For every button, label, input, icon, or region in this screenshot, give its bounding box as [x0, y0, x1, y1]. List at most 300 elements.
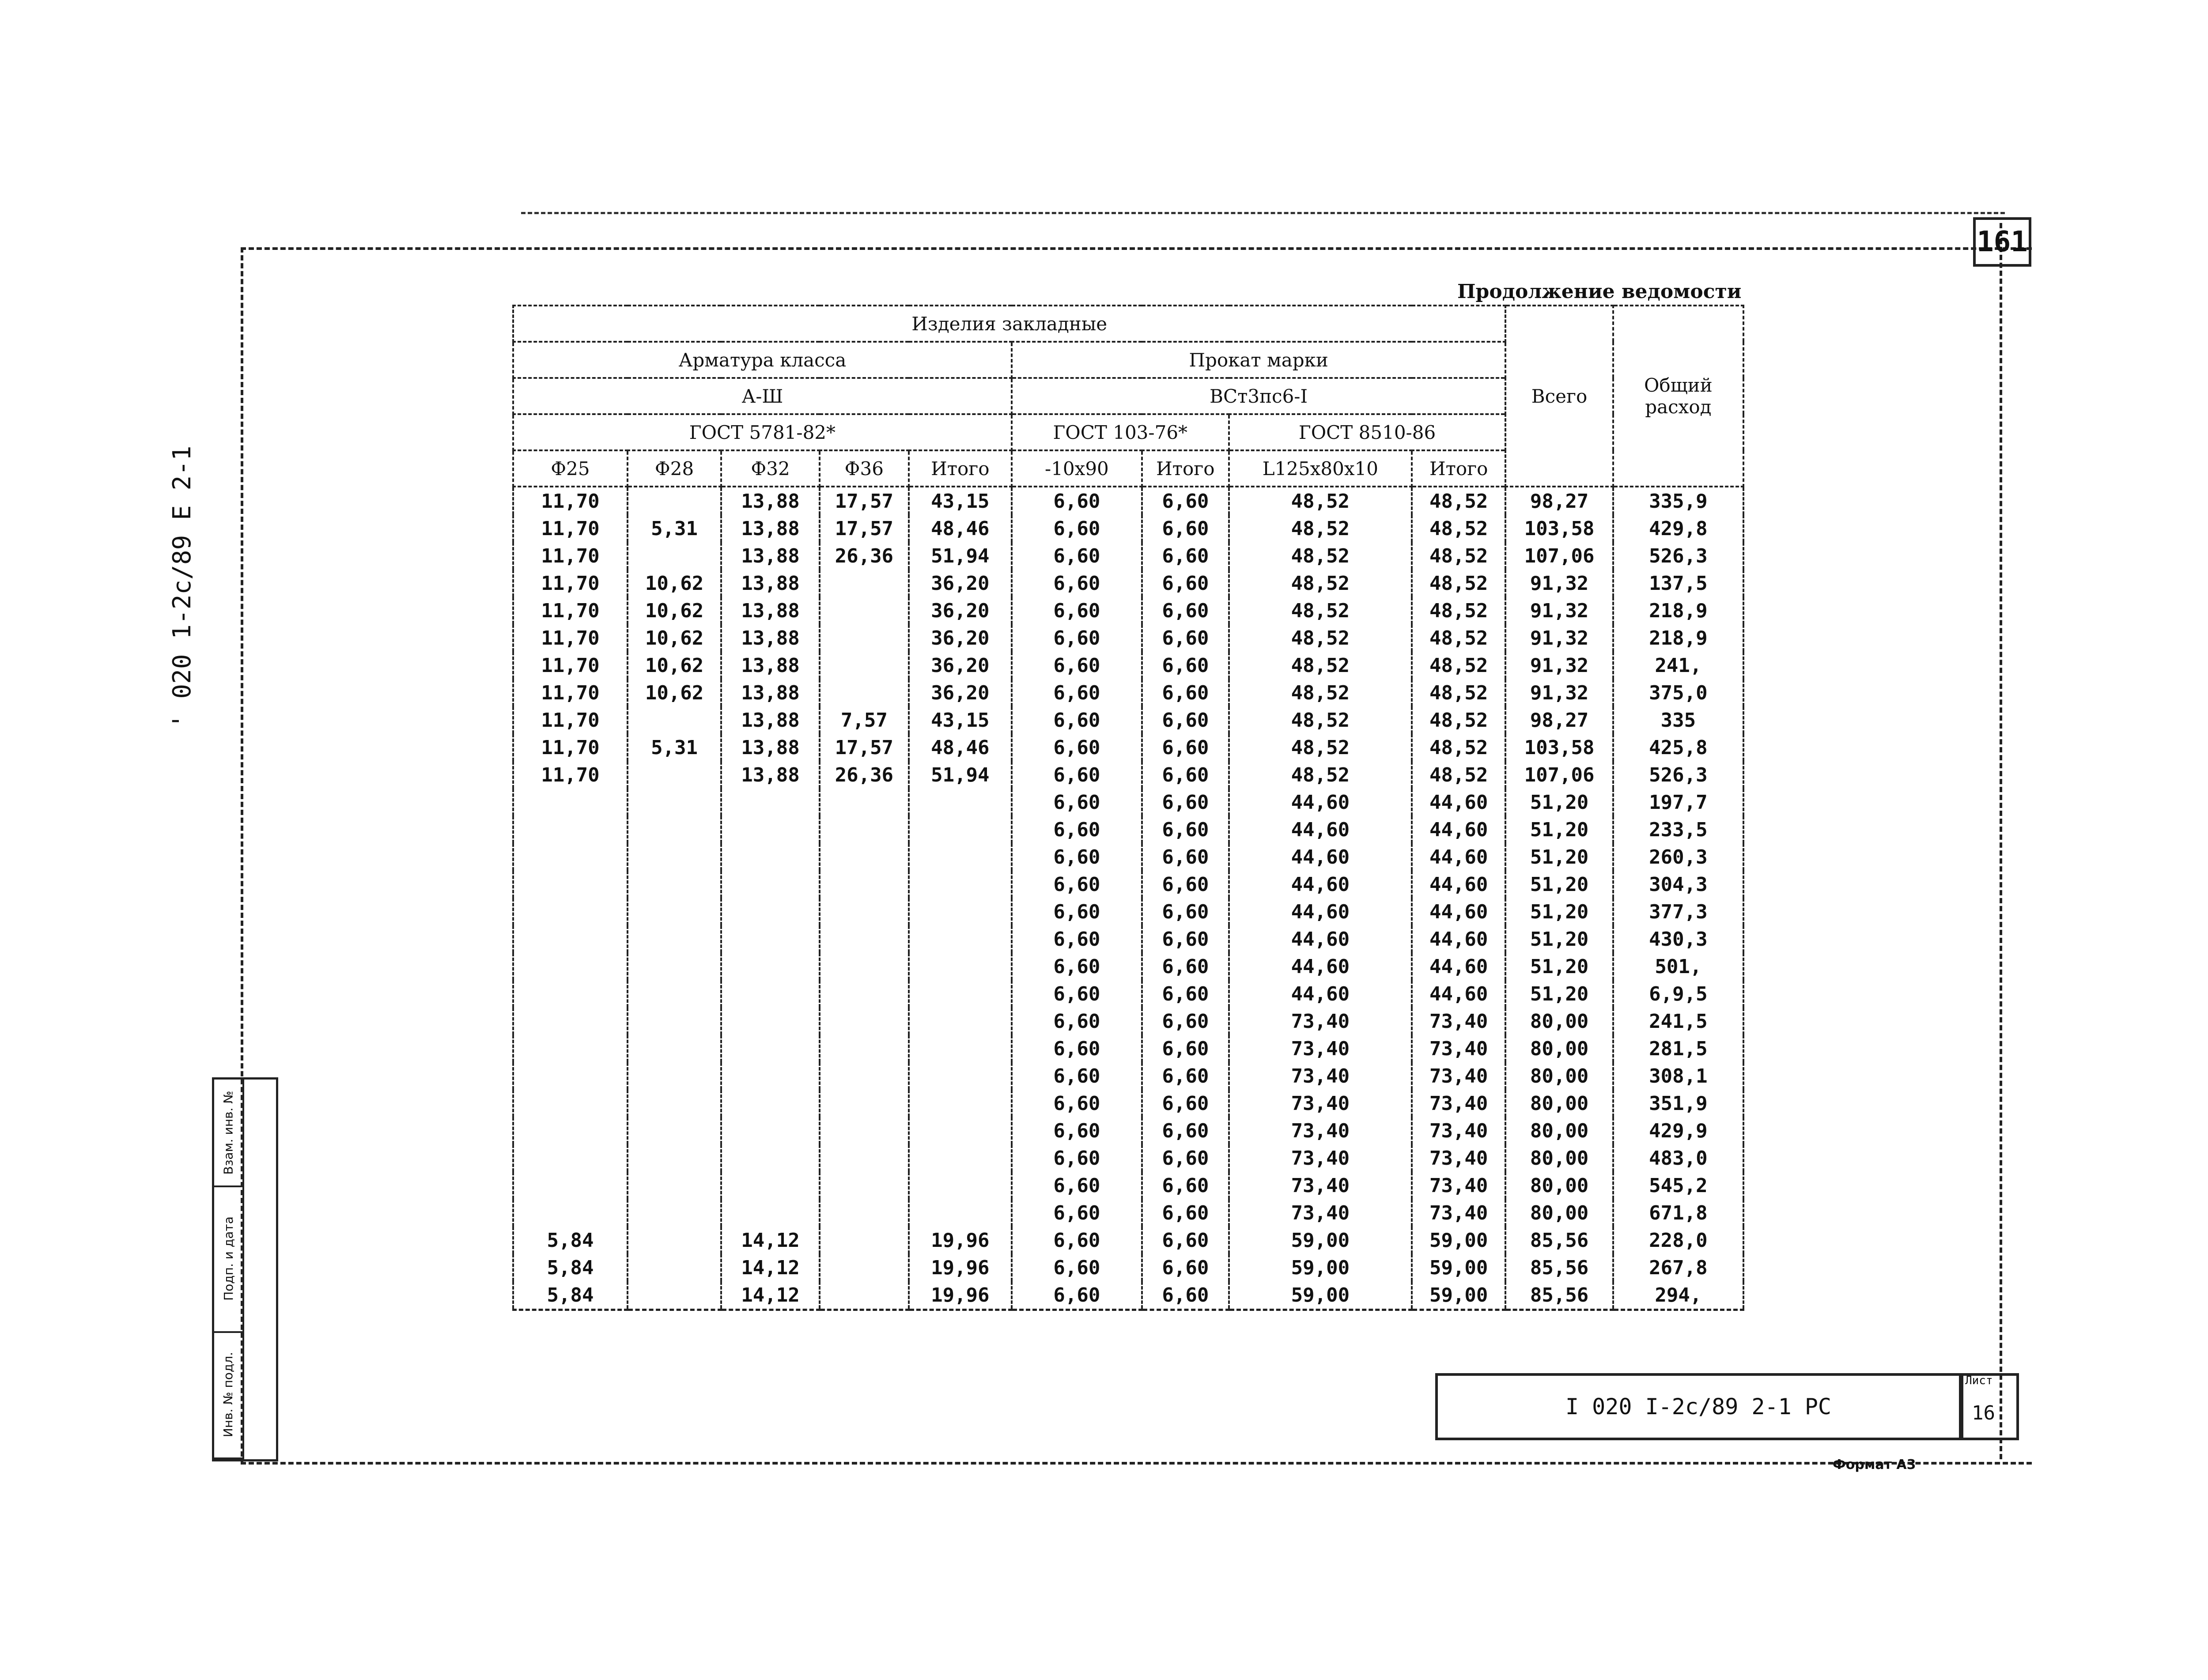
table-cell: 11,70: [513, 515, 628, 542]
table-cell: [513, 1008, 628, 1035]
table-cell: 218,9: [1613, 597, 1743, 624]
table-cell: [721, 789, 820, 816]
table-cell: 6,60: [1012, 597, 1142, 624]
table-cell: 73,40: [1412, 1117, 1505, 1144]
table-cell: [820, 570, 909, 597]
table-cell: 11,70: [513, 597, 628, 624]
materials-table: [512, 305, 1744, 1311]
table-cell: 13,88: [721, 624, 820, 652]
table-cell: [513, 789, 628, 816]
table-cell: 48,52: [1229, 597, 1412, 624]
table-cell: 73,40: [1412, 1062, 1505, 1090]
table-cell: 48,52: [1229, 542, 1412, 570]
table-cell: 5,31: [628, 734, 721, 761]
table-cell: 6,60: [1012, 652, 1142, 679]
table-cell: 14,12: [721, 1227, 820, 1254]
table-cell: 6,60: [1142, 734, 1229, 761]
table-row: [513, 570, 1743, 597]
table-cell: 48,52: [1229, 652, 1412, 679]
table-cell: [820, 679, 909, 706]
table-cell: 73,40: [1229, 1062, 1412, 1090]
title-block: I 020 I-2с/89 2-1 РС: [1435, 1373, 1962, 1440]
table-cell: 6,60: [1142, 1117, 1229, 1144]
table-cell: [721, 843, 820, 871]
table-cell: 26,36: [820, 542, 909, 570]
table-cell: 6,60: [1142, 597, 1229, 624]
table-cell: 44,60: [1229, 871, 1412, 898]
table-cell: 13,88: [721, 487, 820, 515]
table-cell: 48,52: [1412, 487, 1505, 515]
table-row: [513, 843, 1743, 871]
table-cell: 44,60: [1412, 898, 1505, 925]
table-cell: 44,60: [1412, 843, 1505, 871]
stamp-cell-replace: Взам. инв. №: [214, 1080, 242, 1187]
table-cell: 36,20: [909, 570, 1012, 597]
table-row: [513, 1199, 1743, 1227]
table-cell: 48,52: [1229, 761, 1412, 789]
table-cell: 36,20: [909, 624, 1012, 652]
table-cell: 59,00: [1229, 1227, 1412, 1254]
table-row: [513, 1117, 1743, 1144]
table-cell: 6,9,5: [1613, 980, 1743, 1008]
table-cell: [628, 1227, 721, 1254]
table-cell: [628, 816, 721, 843]
table-cell: 48,52: [1412, 542, 1505, 570]
table-cell: 6,60: [1142, 980, 1229, 1008]
table-cell: [628, 1254, 721, 1281]
col-header: Ф25: [513, 450, 628, 487]
table-cell: [820, 1090, 909, 1117]
table-cell: [628, 871, 721, 898]
table-cell: [628, 1117, 721, 1144]
table-cell: [820, 843, 909, 871]
table-cell: [909, 898, 1012, 925]
table-cell: [513, 871, 628, 898]
table-cell: 6,60: [1142, 925, 1229, 953]
table-cell: 19,96: [909, 1281, 1012, 1310]
table-cell: 5,31: [628, 515, 721, 542]
table-cell: 13,88: [721, 679, 820, 706]
table-cell: [909, 980, 1012, 1008]
table-cell: 36,20: [909, 679, 1012, 706]
table-cell: [721, 898, 820, 925]
table-cell: [820, 1035, 909, 1062]
table-cell: 6,60: [1012, 953, 1142, 980]
table-cell: 80,00: [1505, 1117, 1613, 1144]
table-cell: [721, 953, 820, 980]
table-cell: [909, 1008, 1012, 1035]
table-cell: 80,00: [1505, 1062, 1613, 1090]
table-cell: 48,52: [1412, 624, 1505, 652]
table-cell: [628, 789, 721, 816]
table-cell: 44,60: [1412, 816, 1505, 843]
table-cell: 48,52: [1412, 706, 1505, 734]
table-cell: [513, 1144, 628, 1172]
table-cell: [820, 789, 909, 816]
table-cell: 6,60: [1142, 1035, 1229, 1062]
table-cell: 91,32: [1505, 652, 1613, 679]
col-header: Ф28: [628, 450, 721, 487]
table-cell: 5,84: [513, 1281, 628, 1310]
header-armatura: Арматура класса: [513, 342, 1012, 378]
header-armatura-gost: ГОСТ 5781-82*: [513, 414, 1012, 450]
table-cell: 98,27: [1505, 706, 1613, 734]
table-cell: 6,60: [1012, 1227, 1142, 1254]
approval-stamp: [212, 1077, 278, 1461]
table-cell: 6,60: [1142, 542, 1229, 570]
table-cell: 48,46: [909, 515, 1012, 542]
table-cell: 51,20: [1505, 843, 1613, 871]
table-cell: 260,3: [1613, 843, 1743, 871]
table-cell: 80,00: [1505, 1144, 1613, 1172]
table-cell: 6,60: [1142, 816, 1229, 843]
table-cell: [721, 1172, 820, 1199]
table-cell: 48,52: [1229, 706, 1412, 734]
table-cell: [820, 1062, 909, 1090]
stamp-cell-sign: Подп. и дата: [214, 1185, 242, 1333]
table-cell: 425,8: [1613, 734, 1743, 761]
table-cell: [820, 1008, 909, 1035]
table-cell: 5,84: [513, 1254, 628, 1281]
table-cell: 51,94: [909, 542, 1012, 570]
table-cell: 13,88: [721, 515, 820, 542]
page-number: 161: [1973, 217, 2031, 267]
col-header: Ф36: [820, 450, 909, 487]
table-cell: [820, 1117, 909, 1144]
table-row: [513, 1008, 1743, 1035]
table-cell: 48,52: [1412, 652, 1505, 679]
table-cell: 6,60: [1012, 816, 1142, 843]
table-cell: 80,00: [1505, 1008, 1613, 1035]
table-cell: 267,8: [1613, 1254, 1743, 1281]
table-cell: 44,60: [1229, 925, 1412, 953]
drawing-frame-right: [2000, 223, 2005, 1459]
table-cell: [909, 843, 1012, 871]
table-row: [513, 1172, 1743, 1199]
table-cell: 44,60: [1412, 789, 1505, 816]
table-cell: 36,20: [909, 652, 1012, 679]
table-cell: [628, 925, 721, 953]
table-cell: 6,60: [1142, 1281, 1229, 1310]
table-cell: [628, 1281, 721, 1310]
sheet-label: Лист: [1965, 1374, 1993, 1387]
table-cell: 6,60: [1142, 1062, 1229, 1090]
table-cell: [628, 1008, 721, 1035]
table-cell: 80,00: [1505, 1199, 1613, 1227]
col-header: Итого: [909, 450, 1012, 487]
table-cell: 44,60: [1412, 953, 1505, 980]
table-cell: 6,60: [1142, 570, 1229, 597]
table-cell: 44,60: [1229, 898, 1412, 925]
table-cell: 73,40: [1229, 1117, 1412, 1144]
header-prokat: Прокат марки: [1012, 342, 1506, 378]
table-cell: 6,60: [1142, 487, 1229, 515]
table-cell: 6,60: [1142, 515, 1229, 542]
table-cell: 10,62: [628, 679, 721, 706]
table-cell: 671,8: [1613, 1199, 1743, 1227]
table-cell: 6,60: [1142, 898, 1229, 925]
table-cell: 59,00: [1412, 1281, 1505, 1310]
table-row: [513, 816, 1743, 843]
table-cell: 6,60: [1142, 1172, 1229, 1199]
table-cell: [721, 1090, 820, 1117]
table-row: [513, 761, 1743, 789]
table-cell: 6,60: [1012, 898, 1142, 925]
table-cell: 13,88: [721, 761, 820, 789]
col-header: -10х90: [1012, 450, 1142, 487]
table-cell: 11,70: [513, 734, 628, 761]
table-cell: 5,84: [513, 1227, 628, 1254]
table-cell: 36,20: [909, 597, 1012, 624]
table-cell: 14,12: [721, 1254, 820, 1281]
table-cell: 48,52: [1412, 597, 1505, 624]
table-cell: [909, 925, 1012, 953]
table-cell: 429,8: [1613, 515, 1743, 542]
table-cell: 73,40: [1229, 1199, 1412, 1227]
table-cell: 6,60: [1012, 515, 1142, 542]
table-cell: 73,40: [1229, 1144, 1412, 1172]
table-cell: 6,60: [1142, 843, 1229, 871]
table-cell: 10,62: [628, 652, 721, 679]
table-cell: [909, 1090, 1012, 1117]
table-cell: 377,3: [1613, 898, 1743, 925]
continuation-caption: Продолжение ведомости: [1457, 280, 1742, 303]
table-cell: 73,40: [1412, 1090, 1505, 1117]
table-cell: 85,56: [1505, 1281, 1613, 1310]
table-cell: 51,20: [1505, 980, 1613, 1008]
table-cell: 11,70: [513, 679, 628, 706]
format-label: Формат А3: [1833, 1457, 1916, 1472]
table-cell: 10,62: [628, 570, 721, 597]
table-cell: 430,3: [1613, 925, 1743, 953]
table-cell: 351,9: [1613, 1090, 1743, 1117]
table-cell: 13,88: [721, 570, 820, 597]
table-cell: 6,60: [1012, 761, 1142, 789]
table-cell: 51,20: [1505, 871, 1613, 898]
table-cell: [721, 1035, 820, 1062]
table-row: [513, 953, 1743, 980]
table-cell: [820, 1254, 909, 1281]
table-cell: [820, 1199, 909, 1227]
table-cell: 59,00: [1412, 1227, 1505, 1254]
table-row: [513, 652, 1743, 679]
table-cell: 73,40: [1412, 1035, 1505, 1062]
table-cell: 11,70: [513, 706, 628, 734]
table-cell: [909, 1035, 1012, 1062]
table-cell: 98,27: [1505, 487, 1613, 515]
table-cell: [909, 816, 1012, 843]
table-cell: [721, 980, 820, 1008]
table-cell: 48,52: [1229, 734, 1412, 761]
table-cell: 10,62: [628, 597, 721, 624]
table-cell: [909, 953, 1012, 980]
table-cell: [909, 1117, 1012, 1144]
table-cell: 6,60: [1012, 624, 1142, 652]
table-cell: 218,9: [1613, 624, 1743, 652]
table-cell: 483,0: [1613, 1144, 1743, 1172]
table-cell: [513, 1172, 628, 1199]
table-cell: [628, 1144, 721, 1172]
table-cell: 73,40: [1412, 1008, 1505, 1035]
table-cell: 48,52: [1412, 679, 1505, 706]
table-cell: 51,20: [1505, 789, 1613, 816]
side-document-code: ' 020 1-2с/89 Е 2-1: [168, 445, 197, 729]
table-cell: 73,40: [1229, 1035, 1412, 1062]
table-cell: 6,60: [1012, 1008, 1142, 1035]
stamp-cell-inv: Инв. № подл.: [214, 1331, 242, 1459]
table-cell: 48,46: [909, 734, 1012, 761]
table-cell: 526,3: [1613, 761, 1743, 789]
table-cell: [721, 925, 820, 953]
table-row: [513, 515, 1743, 542]
table-cell: 6,60: [1142, 1090, 1229, 1117]
table-cell: 73,40: [1412, 1172, 1505, 1199]
table-cell: [820, 624, 909, 652]
table-cell: 44,60: [1412, 925, 1505, 953]
table-cell: [909, 871, 1012, 898]
table-cell: 526,3: [1613, 542, 1743, 570]
table-cell: 137,5: [1613, 570, 1743, 597]
table-cell: 17,57: [820, 487, 909, 515]
stamp-divider: [242, 1080, 244, 1459]
table-cell: 241,: [1613, 652, 1743, 679]
table-cell: 13,88: [721, 542, 820, 570]
col-header: Итого: [1412, 450, 1505, 487]
table-cell: 241,5: [1613, 1008, 1743, 1035]
table-cell: 6,60: [1012, 1117, 1142, 1144]
table-cell: 91,32: [1505, 597, 1613, 624]
table-cell: 103,58: [1505, 515, 1613, 542]
table-cell: 51,94: [909, 761, 1012, 789]
table-cell: 375,0: [1613, 679, 1743, 706]
table-cell: 6,60: [1012, 1281, 1142, 1310]
table-cell: 19,96: [909, 1227, 1012, 1254]
table-cell: 6,60: [1012, 1090, 1142, 1117]
table-cell: 501,: [1613, 953, 1743, 980]
table-cell: [820, 980, 909, 1008]
table-cell: 73,40: [1229, 1172, 1412, 1199]
table-cell: [628, 1172, 721, 1199]
table-cell: 6,60: [1142, 1008, 1229, 1035]
table-cell: 6,60: [1142, 652, 1229, 679]
table-cell: 43,15: [909, 706, 1012, 734]
header-vsego: Всего: [1505, 306, 1613, 487]
table-cell: 51,20: [1505, 898, 1613, 925]
table-cell: [820, 871, 909, 898]
table-cell: 6,60: [1142, 1199, 1229, 1227]
table-cell: [820, 1144, 909, 1172]
table-cell: 80,00: [1505, 1172, 1613, 1199]
table-cell: 6,60: [1012, 679, 1142, 706]
table-cell: 6,60: [1142, 624, 1229, 652]
table-cell: [820, 898, 909, 925]
table-cell: 48,52: [1229, 624, 1412, 652]
table-cell: 48,52: [1412, 570, 1505, 597]
table-cell: [628, 843, 721, 871]
table-cell: 59,00: [1229, 1281, 1412, 1310]
table-row: [513, 1281, 1743, 1310]
table-cell: 6,60: [1142, 789, 1229, 816]
table-cell: 44,60: [1229, 953, 1412, 980]
table-cell: [513, 1062, 628, 1090]
table-cell: 6,60: [1142, 1144, 1229, 1172]
table-cell: 73,40: [1229, 1008, 1412, 1035]
table-cell: [820, 953, 909, 980]
table-cell: 59,00: [1229, 1254, 1412, 1281]
table-cell: [721, 1062, 820, 1090]
table-row: [513, 542, 1743, 570]
table-cell: [513, 953, 628, 980]
table-cell: 6,60: [1012, 1172, 1142, 1199]
table-cell: 14,12: [721, 1281, 820, 1310]
table-cell: 6,60: [1142, 706, 1229, 734]
table-cell: 19,96: [909, 1254, 1012, 1281]
table-cell: 6,60: [1142, 679, 1229, 706]
table-cell: [628, 1035, 721, 1062]
table-cell: 73,40: [1412, 1199, 1505, 1227]
table-row: [513, 980, 1743, 1008]
table-cell: 335,9: [1613, 487, 1743, 515]
table-cell: 335: [1613, 706, 1743, 734]
table-cell: 6,60: [1142, 1227, 1229, 1254]
table-cell: 91,32: [1505, 624, 1613, 652]
table-cell: [909, 1144, 1012, 1172]
table-cell: 11,70: [513, 487, 628, 515]
header-prokat-grade: ВСт3пс6-I: [1012, 378, 1506, 414]
table-row: [513, 1254, 1743, 1281]
table-cell: [820, 1281, 909, 1310]
table-cell: 44,60: [1412, 980, 1505, 1008]
table-cell: 6,60: [1012, 871, 1142, 898]
table-row: [513, 734, 1743, 761]
table-cell: 6,60: [1012, 843, 1142, 871]
table-cell: 85,56: [1505, 1227, 1613, 1254]
table-row: [513, 1144, 1743, 1172]
table-row: [513, 1227, 1743, 1254]
table-cell: 44,60: [1229, 816, 1412, 843]
top-border-line: [521, 212, 2005, 214]
table-cell: 73,40: [1412, 1144, 1505, 1172]
header-prokat-gost2: ГОСТ 8510-86: [1229, 414, 1506, 450]
table-cell: 13,88: [721, 706, 820, 734]
table-cell: 48,52: [1229, 679, 1412, 706]
table-cell: [721, 1199, 820, 1227]
table-cell: 233,5: [1613, 816, 1743, 843]
table-cell: 6,60: [1012, 925, 1142, 953]
table-row: [513, 1062, 1743, 1090]
table-cell: [820, 597, 909, 624]
table-cell: [628, 706, 721, 734]
table-cell: 91,32: [1505, 570, 1613, 597]
table-cell: [820, 925, 909, 953]
table-cell: 80,00: [1505, 1035, 1613, 1062]
table-cell: 6,60: [1012, 487, 1142, 515]
table-cell: [721, 1008, 820, 1035]
table-cell: 48,52: [1412, 761, 1505, 789]
table-cell: [721, 871, 820, 898]
table-cell: 17,57: [820, 515, 909, 542]
table-cell: 11,70: [513, 624, 628, 652]
table-cell: 59,00: [1412, 1254, 1505, 1281]
table-cell: [513, 843, 628, 871]
header-prokat-gost1: ГОСТ 103-76*: [1012, 414, 1229, 450]
table-cell: 44,60: [1229, 789, 1412, 816]
table-cell: 6,60: [1012, 1035, 1142, 1062]
table-row: [513, 706, 1743, 734]
table-cell: [628, 1062, 721, 1090]
table-cell: 11,70: [513, 542, 628, 570]
header-group: Изделия закладные: [513, 306, 1505, 342]
